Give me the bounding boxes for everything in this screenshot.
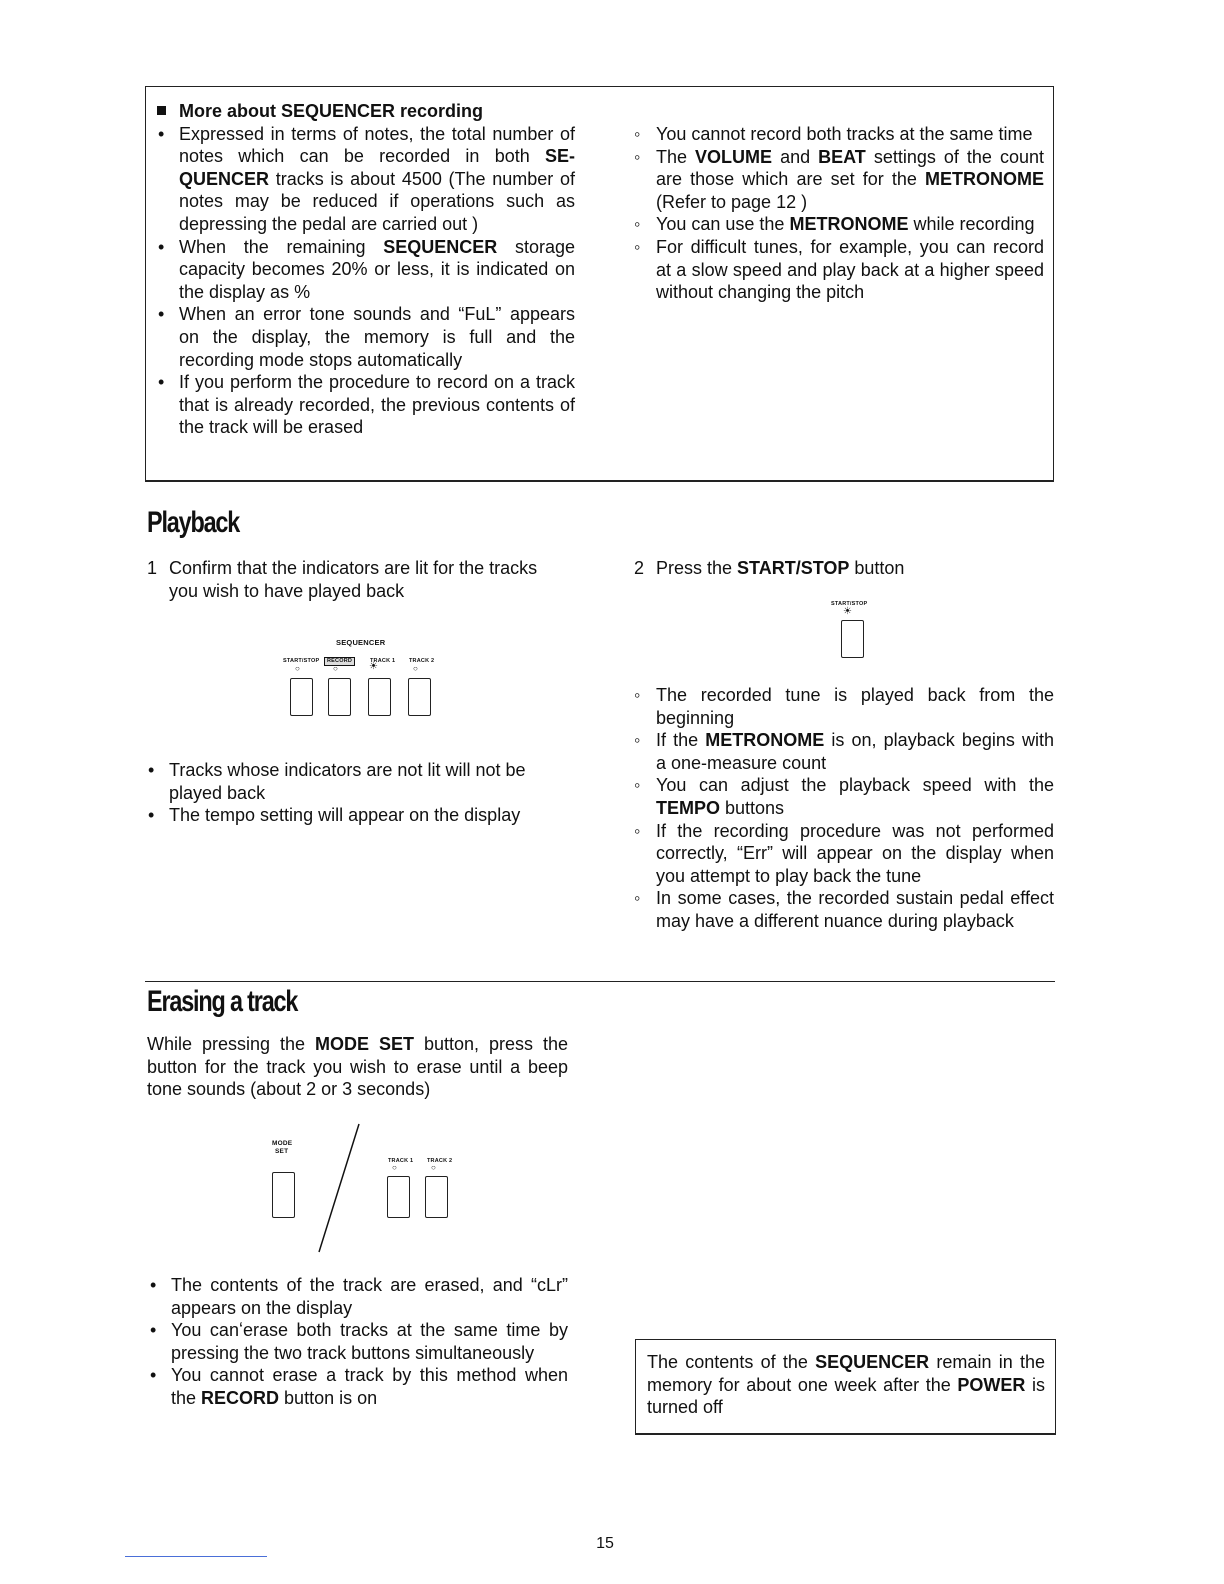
list-item: • Expressed in terms of notes, the total number of notes which can be recorded in both SEQUENCER tracks is about 4500 (The number of notes may be reduced if operations such as depressing the pedal are carried out ) (155, 123, 575, 236)
playback-step-2 (634, 557, 1054, 580)
diagram-label: MODE (272, 1140, 293, 1147)
playback-step-1 (147, 557, 567, 602)
more-about-right-list (632, 123, 1044, 304)
list-item: • When an error tone sounds and “FuL” appears on the display, the memory is full and the recording mode stops automatically (155, 303, 575, 371)
diagram-label: TRACK 1 (388, 1158, 414, 1164)
sequencer-panel-diagram (280, 636, 450, 726)
list-item: ◦ You can use the METRONOME while recording (632, 213, 1044, 236)
more-about-left-list (155, 123, 575, 439)
list-item: ◦ The VOLUME and BEAT settings of the count are those which are set for the METRONOME (Refer to page 12 ) (632, 146, 1044, 214)
list-item: • When the remaining SEQUENCER storage capacity becomes 20% or less, it is indicated on the display as % (155, 236, 575, 304)
led-lit-icon: ☀ (369, 661, 378, 672)
track-1-pad[interactable] (387, 1176, 410, 1218)
led-off-icon: ○ (295, 664, 300, 673)
list-item: • The tempo setting will appear on the display (145, 804, 570, 827)
step-text: Confirm that the indicators are lit for the tracks you wish to have played back (169, 558, 538, 601)
more-about-right-column (632, 123, 1044, 304)
diagram-title: SEQUENCER (336, 638, 386, 647)
diagram-label: TRACK 2 (409, 658, 435, 664)
step-number: 1 (147, 558, 158, 578)
playback-heading: Playback (147, 506, 240, 539)
list-item: ◦ You can adjust the playback speed with the TEMPO buttons (632, 774, 1054, 819)
start-stop-diagram (828, 598, 878, 664)
list-item: ◦ If the METRONOME is on, playback begins with a one-measure count (632, 729, 1054, 774)
square-bullet-icon (157, 106, 166, 115)
section-divider (145, 981, 1055, 982)
sequencer-memory-note: The contents of the SEQUENCER remain in the memory for about one week after the POWER is turned off (635, 1339, 1056, 1435)
diagram-label: TRACK 2 (427, 1158, 453, 1164)
start-stop-pad[interactable] (290, 678, 313, 716)
list-item: • You cannot erase a track by this method when the RECORD button is on (147, 1364, 568, 1409)
led-off-icon: ○ (392, 1163, 397, 1172)
list-item: ◦ You cannot record both tracks at the same time (632, 123, 1044, 146)
footer-rule (125, 1556, 267, 1557)
track-2-pad[interactable] (425, 1176, 448, 1218)
list-item: • You canʻerase both tracks at the same time by pressing the two track buttons simultaneously (147, 1319, 568, 1364)
more-about-left-column (155, 100, 575, 439)
list-item: • If you perform the procedure to record on a track that is already recorded, the previous contents of the track will be erased (155, 371, 575, 439)
mode-set-pad[interactable] (272, 1172, 295, 1218)
track-1-pad[interactable] (368, 678, 391, 716)
led-off-icon: ○ (413, 664, 418, 673)
list-item: ◦ For difficult tunes, for example, you can record at a slow speed and play back at a higher speed without changing the pitch (632, 236, 1044, 304)
list-item: • Tracks whose indicators are not lit will not be played back (145, 759, 570, 804)
step-text: Press the START/STOP button (656, 558, 905, 578)
led-off-icon: ○ (431, 1163, 436, 1172)
led-off-icon: ○ (333, 664, 338, 673)
playback-right-bullets (632, 684, 1054, 933)
track-2-pad[interactable] (408, 678, 431, 716)
list-item: ◦ The recorded tune is played back from the beginning (632, 684, 1054, 729)
diagram-label: START/STOP (831, 601, 868, 607)
start-stop-pad[interactable] (841, 620, 864, 658)
diagram-label: RECORD (324, 657, 355, 666)
list-item: ◦ In some cases, the recorded sustain pedal effect may have a different nuance during playback (632, 887, 1054, 932)
record-pad[interactable] (328, 678, 351, 716)
erasing-bullets (147, 1274, 568, 1410)
page-number: 15 (596, 1535, 614, 1552)
divider-slash-icon (311, 1120, 371, 1256)
more-about-heading: More about SEQUENCER recording (155, 100, 575, 123)
led-lit-icon: ☀ (843, 606, 852, 617)
list-item: • The contents of the track are erased, and “cLr” appears on the display (147, 1274, 568, 1319)
diagram-label: START/STOP (283, 658, 320, 664)
erasing-heading: Erasing a track (147, 985, 298, 1018)
diagram-label: SET (275, 1148, 289, 1155)
diagram-label: TRACK 1 (370, 658, 396, 664)
playback-left-bullets (145, 759, 570, 827)
erasing-intro: While pressing the MODE SET button, press the button for the track you wish to erase until a beep tone sounds (about 2 or 3 seconds) (147, 1034, 568, 1100)
list-item: ◦ If the recording procedure was not performed correctly, “Err” will appear on the display when you attempt to play back the tune (632, 820, 1054, 888)
step-number: 2 (634, 558, 645, 578)
erase-diagram (265, 1120, 465, 1260)
